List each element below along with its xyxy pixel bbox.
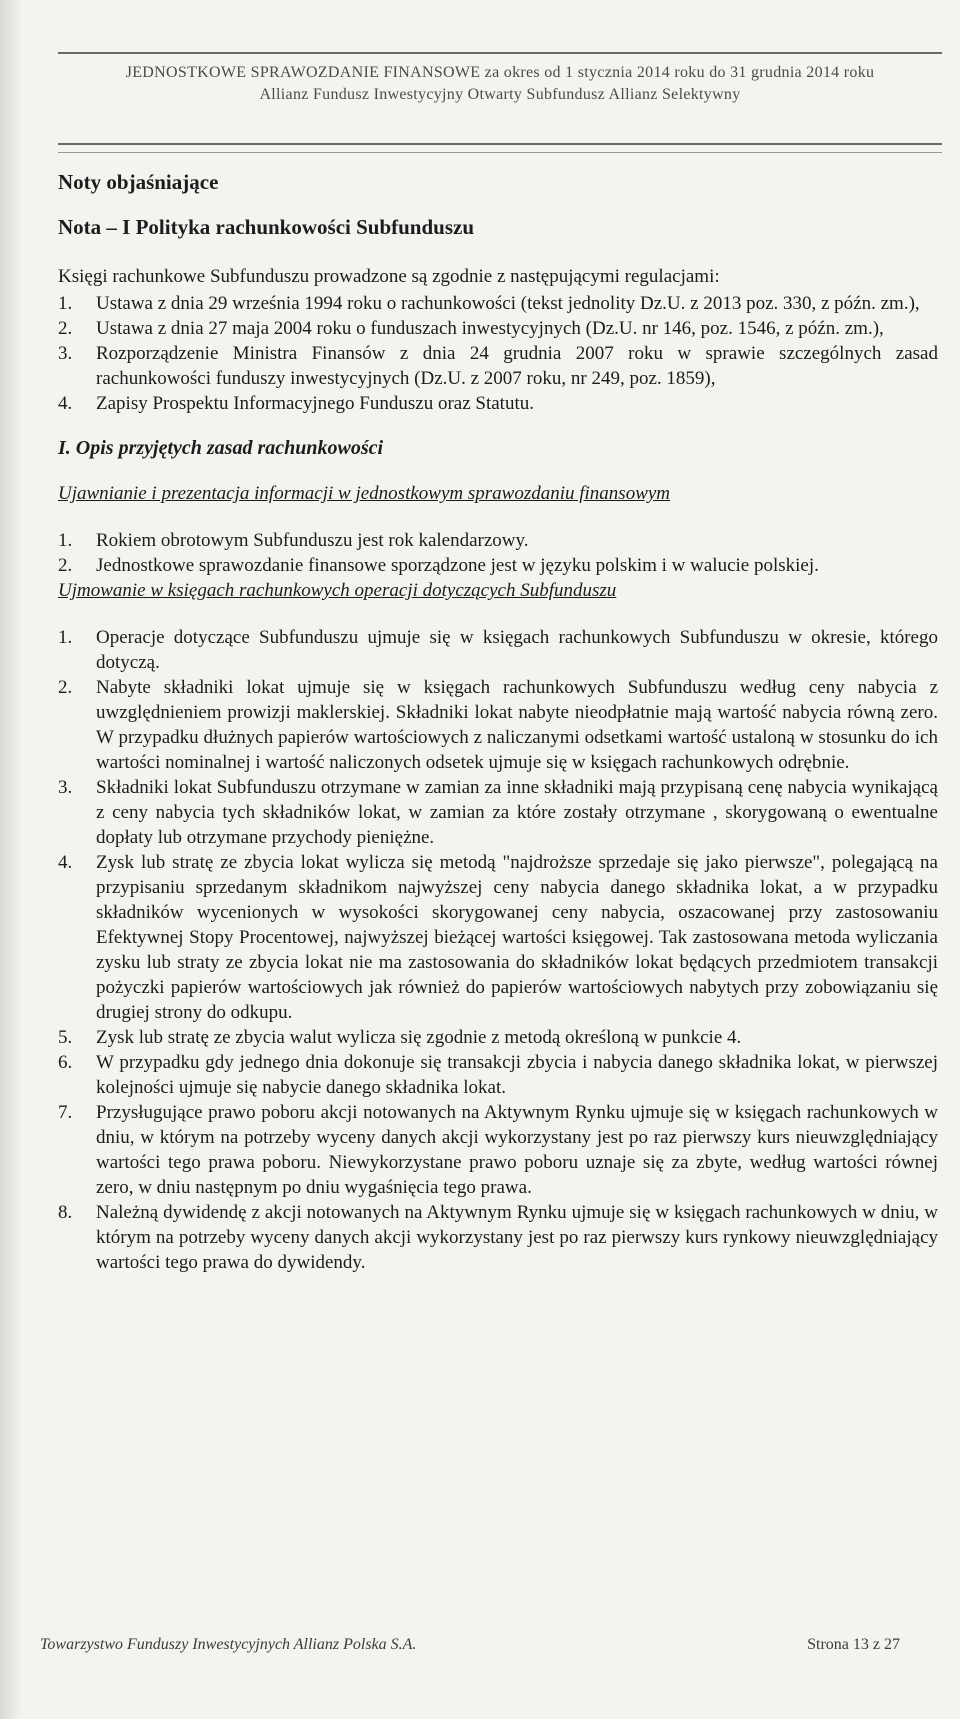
list-text: Zysk lub stratę ze zbycia lokat wylicza się metodą "najdroższe sprzedaje się jako pierwsze", polegającą na przypisaniu sprzedanym składnikom najwyższej ceny nabycia danego składnika lokat, a w przypadku składników wycenionych w wysokości skorygowanej ceny nabycia, oszacowanej przy zastosowaniu Efektywnej Stopy Procentowej, najwyższej bieżącej wartości księgowej. Tak zastosowana metoda wyliczania zysku lub straty ze zbycia lokat nie ma zastosowania do składników lokat będących przedmiotem transakcji pożyczki papierów wartościowych jak również do papierów wartościowych nabytych przy zobowiązaniu się drugiej strony do odkupu. xyxy=(96,852,938,1023)
list-text: Przysługujące prawo poboru akcji notowanych na Aktywnym Rynku ujmuje się w księgach rachunkowych w dniu, w którym na potrzeby wyceny danych akcji wykorzystany jest po raz pierwszy kurs nieuwzględniający wartości tego prawa poboru. Niewykorzystane prawo poboru uznaje się za zbyte, według wartości równej zero, w dniu następnym po dniu wygaśnięcia tego prawa. xyxy=(96,1102,938,1198)
list-item xyxy=(58,675,938,775)
list-text: Składniki lokat Subfunduszu otrzymane w zamian za inne składniki mają przypisaną cenę nabycia wynikającą z ceny nabycia tych składników lokat, w zamian za które zostały otrzymane , skorygowaną o ewentualne dopłaty lub otrzymane przychody pieniężne. xyxy=(96,777,938,848)
subsection-title-disclosure: Ujawnianie i prezentacja informacji w jednostkowym sprawozdaniu finansowym xyxy=(58,483,671,504)
header-line-1: JEDNOSTKOWE SPRAWOZDANIE FINANSOWE za okres od 1 stycznia 2014 roku do 31 grudnia 2014 roku xyxy=(125,64,875,81)
list-number: 2. xyxy=(58,555,73,576)
list-item xyxy=(58,553,938,578)
list-text: Rozporządzenie Ministra Finansów z dnia 24 grudnia 2007 roku w sprawie szczególnych zasad rachunkowości funduszy inwestycyjnych (Dz.U. z 2007 roku, nr 249, poz. 1859), xyxy=(96,343,938,389)
document-header xyxy=(58,62,942,106)
list-item xyxy=(58,291,938,316)
list-text: Operacje dotyczące Subfunduszu ujmuje się w księgach rachunkowych Subfunduszu w okresie, którego dotyczą. xyxy=(96,627,938,673)
list-number: 5. xyxy=(58,1027,73,1048)
list-text: Należną dywidendę z akcji notowanych na Aktywnym Rynku ujmuje się w księgach rachunkowych w dniu, w którym na potrzeby wyceny danych akcji wykorzystany jest po raz pierwszy kurs rynkowy nieuwzględniający wartości tego prawa do dywidendy. xyxy=(96,1202,938,1273)
list-item xyxy=(58,341,938,391)
list-item xyxy=(58,1025,938,1050)
list-number: 3. xyxy=(58,343,73,364)
header-bottom-rule-thin xyxy=(58,152,942,153)
list-text: Zapisy Prospektu Informacyjnego Funduszu oraz Statutu. xyxy=(96,393,534,414)
list-number: 1. xyxy=(58,293,73,314)
list-text: Ustawa z dnia 29 września 1994 roku o rachunkowości (tekst jednolity Dz.U. z 2013 poz. 330, z późn. zm.), xyxy=(96,293,920,314)
regulations-intro: Księgi rachunkowe Subfunduszu prowadzone są zgodnie z następującymi regulacjami: xyxy=(58,266,720,287)
list-number: 4. xyxy=(58,852,73,873)
list-item xyxy=(58,391,938,416)
header-top-rule xyxy=(58,52,942,54)
list-number: 7. xyxy=(58,1102,73,1123)
page-title: Noty objaśniające xyxy=(58,170,219,194)
list-item xyxy=(58,528,938,553)
document-body xyxy=(58,170,938,1275)
list-number: 6. xyxy=(58,1052,73,1073)
disclosure-list xyxy=(58,528,938,578)
list-item xyxy=(58,1100,938,1200)
list-item xyxy=(58,850,938,1025)
header-bottom-rule xyxy=(58,143,942,145)
list-item xyxy=(58,1050,938,1100)
subsection-title-recognition: Ujmowanie w księgach rachunkowych operacji dotyczących Subfunduszu xyxy=(58,580,617,601)
list-item xyxy=(58,625,938,675)
list-number: 2. xyxy=(58,677,73,698)
note-title: Nota – I Polityka rachunkowości Subfunduszu xyxy=(58,215,475,239)
list-number: 4. xyxy=(58,393,73,414)
list-number: 1. xyxy=(58,627,73,648)
footer-page-number: Strona 13 z 27 xyxy=(807,1636,900,1653)
list-number: 8. xyxy=(58,1202,73,1223)
regulations-list xyxy=(58,291,938,416)
list-number: 2. xyxy=(58,318,73,339)
list-text: Jednostkowe sprawozdanie finansowe sporządzone jest w języku polskim i w walucie polskiej. xyxy=(96,555,819,576)
list-text: W przypadku gdy jednego dnia dokonuje się transakcji zbycia i nabycia danego składnika lokat, w pierwszej kolejności ujmuje się nabycie danego składnika lokat. xyxy=(96,1052,938,1098)
list-number: 1. xyxy=(58,530,73,551)
list-item xyxy=(58,1200,938,1275)
recognition-list xyxy=(58,625,938,1275)
list-number: 3. xyxy=(58,777,73,798)
scan-edge-shadow xyxy=(0,0,22,1719)
list-text: Rokiem obrotowym Subfunduszu jest rok kalendarzowy. xyxy=(96,530,529,551)
list-item xyxy=(58,775,938,850)
list-text: Zysk lub stratę ze zbycia walut wylicza się zgodnie z metodą określoną w punkcie 4. xyxy=(96,1027,742,1048)
list-text: Ustawa z dnia 27 maja 2004 roku o funduszach inwestycyjnych (Dz.U. nr 146, poz. 1546, z późn. zm.), xyxy=(96,318,884,339)
section-title: I. Opis przyjętych zasad rachunkowości xyxy=(58,437,384,459)
header-line-2: Allianz Fundusz Inwestycyjny Otwarty Subfundusz Allianz Selektywny xyxy=(259,86,741,103)
list-item xyxy=(58,316,938,341)
list-text: Nabyte składniki lokat ujmuje się w księgach rachunkowych Subfunduszu według ceny nabycia z uwzględnieniem prowizji maklerskiej. Składniki lokat nabyte nieodpłatnie mają wartość nabycia równą zero. W przypadku dłużnych papierów wartościowych z naliczanymi odsetkami wartość ustaloną w stosunku do ich wartości nominalnej i wartość naliczonych odsetek ujmuje się w księgach rachunkowych odrębnie. xyxy=(96,677,938,773)
footer-company: Towarzystwo Funduszy Inwestycyjnych Allianz Polska S.A. xyxy=(40,1636,417,1653)
